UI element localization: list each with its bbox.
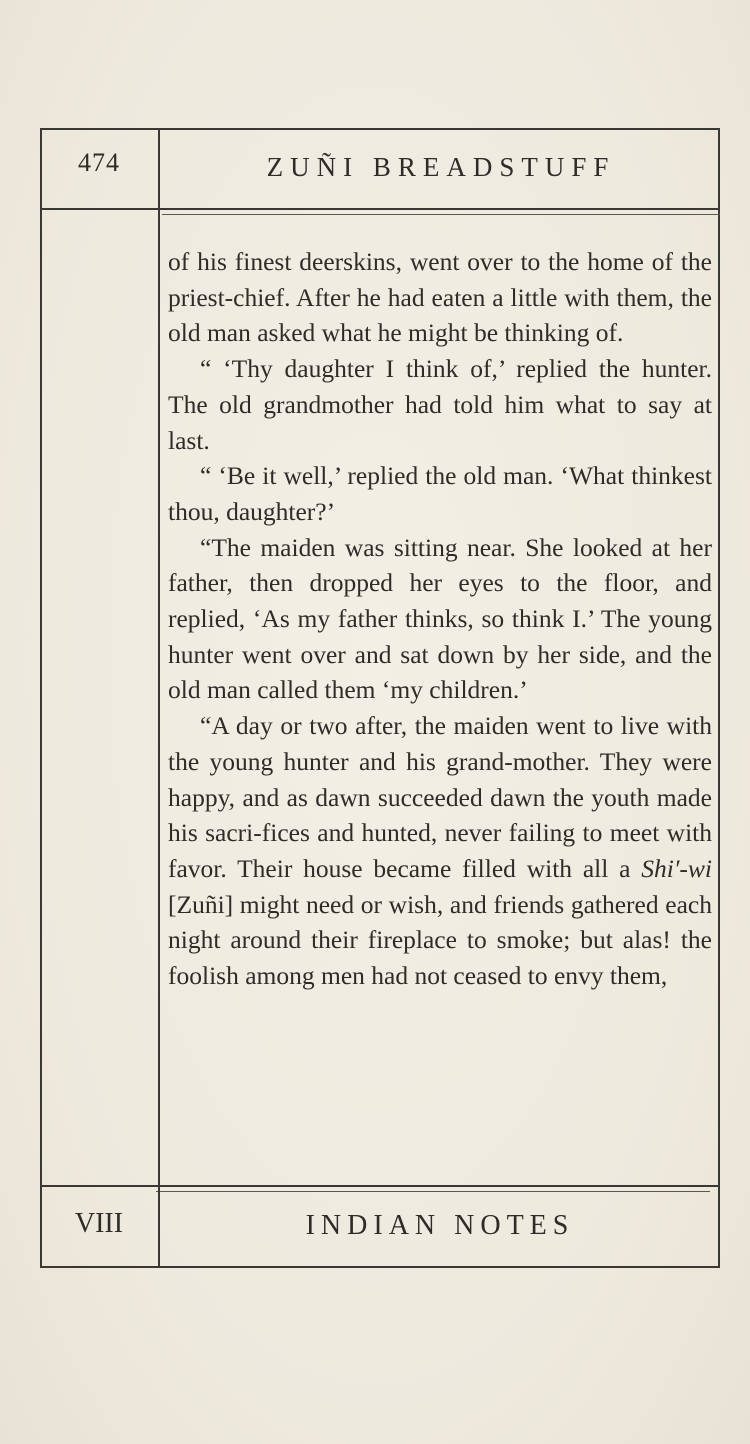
footer-section-number: VIII bbox=[74, 1208, 124, 1239]
footer-series-title: INDIAN NOTES bbox=[305, 1210, 575, 1241]
body-text bbox=[168, 244, 712, 994]
paragraph: “The maiden was sitting near. She looked at her father, then dropped her eyes to the floor, and replied, ‘As my father thinks, so think I.’ The young hunter went over and sat down by her side, and the old man called them ‘my children.’ bbox=[168, 532, 712, 705]
running-head: ZUÑI BREADSTUFF bbox=[266, 152, 616, 182]
paragraph-text: [Zuñi] might need or wish, and friends gathered each night around their fireplace to smoke; but alas! the foolish among men had not ceased to envy them, bbox=[168, 889, 712, 991]
paragraph-text: “A day or two after, the maiden went to live with the young hunter and his grand-mother. They were happy, and as dawn succeeded dawn the youth made his sacri-fices and hunted, never failing to meet with favor. Their house became filled with all a bbox=[168, 711, 712, 883]
footer-rule-inner bbox=[156, 1191, 710, 1192]
paragraph: “ ‘Thy daughter I think of,’ replied the hunter. The old grandmother had told him what to say at last. bbox=[168, 354, 712, 455]
header-rule bbox=[40, 208, 720, 210]
footer-rule bbox=[40, 1185, 720, 1187]
paragraph bbox=[168, 708, 712, 994]
page-number: 474 bbox=[78, 148, 120, 177]
margin-column-rule bbox=[158, 128, 160, 1268]
paragraph: of his finest deerskins, went over to the home of the priest-chief. After he had eaten a little with them, the old man asked what he might be thinking of. bbox=[168, 247, 712, 348]
italic-term: Shi′-wi bbox=[641, 853, 712, 883]
paragraph: “ ‘Be it well,’ replied the old man. ‘What thinkest thou, daughter?’ bbox=[168, 461, 712, 526]
header-rule-inner bbox=[162, 214, 720, 215]
